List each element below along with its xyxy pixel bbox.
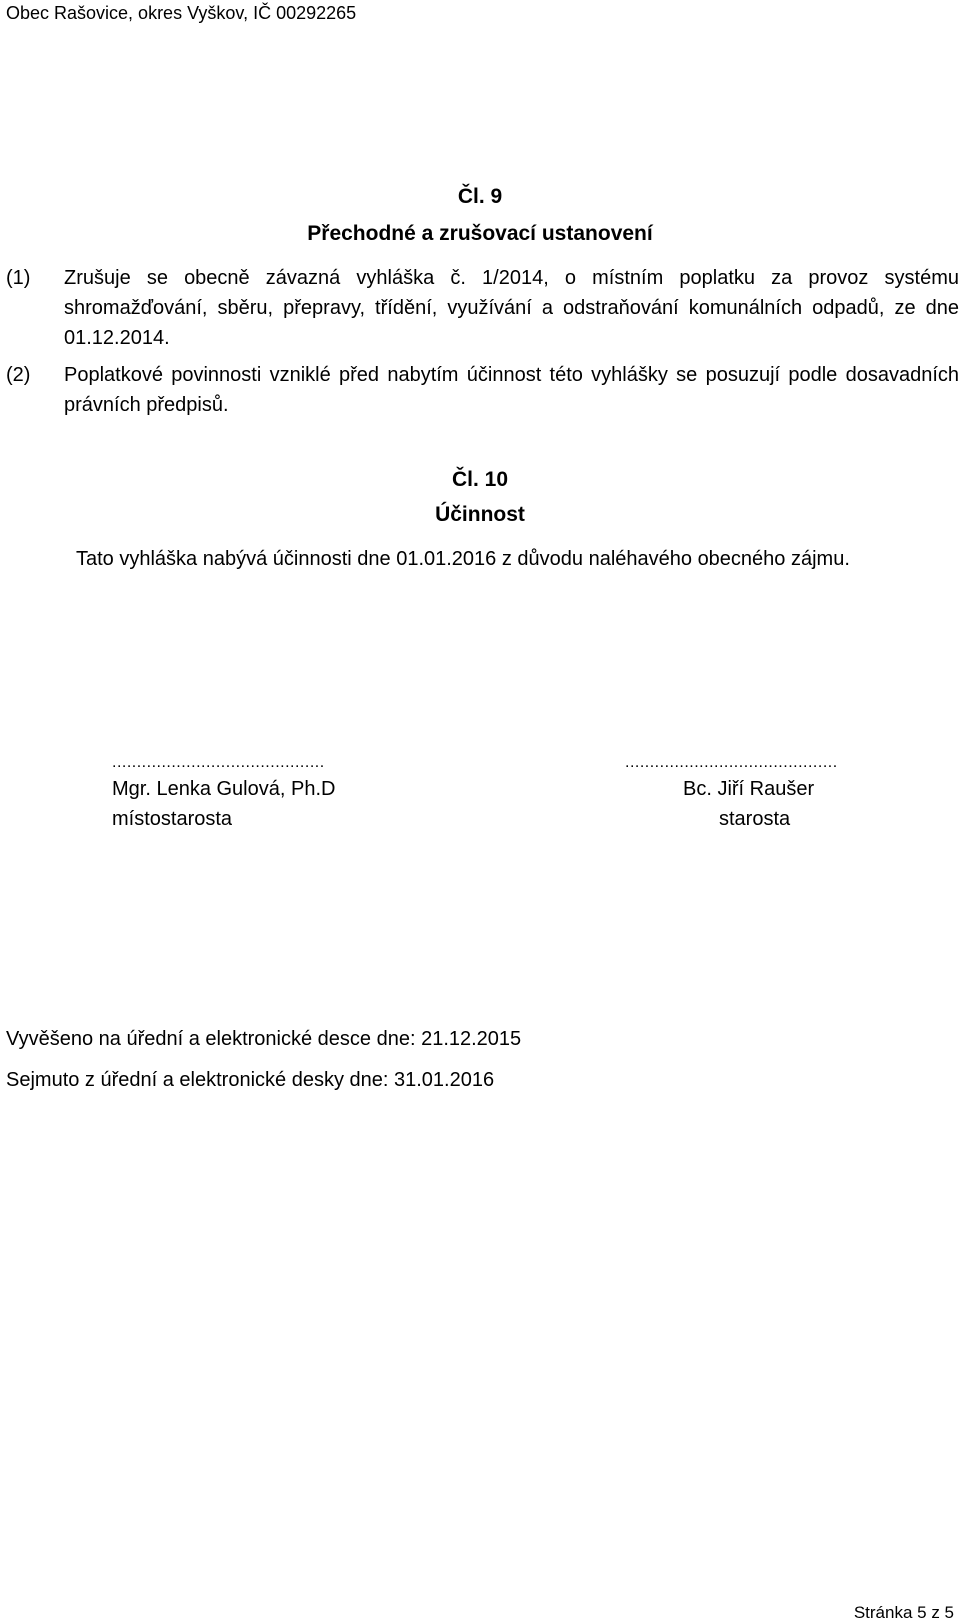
paragraph-number: (2) — [6, 364, 31, 386]
document-header: Obec Rašovice, okres Vyškov, IČ 00292265 — [6, 3, 357, 23]
article-10-number: Čl. 10 — [451, 468, 509, 491]
article-10-title: Účinnost — [435, 503, 525, 526]
signatory-name: Bc. Jiří Raušer — [683, 778, 815, 800]
article-9-number: Čl. 9 — [457, 185, 503, 208]
article-10-text: Tato vyhláška nabývá účinnosti dne 01.01.2016 z důvodu naléhavého obecného zájmu. — [76, 548, 850, 570]
removed-date-line: Sejmuto z úřední a elektronické desky dne: 31.01.2016 — [6, 1069, 495, 1091]
signature-line: ........................................... — [112, 754, 325, 771]
article-9-paragraph-1 — [6, 263, 959, 353]
signature-mayor — [625, 752, 838, 834]
article-9-paragraph-2 — [6, 360, 959, 420]
signature-line: ........................................... — [625, 754, 838, 771]
signature-deputy-mayor — [112, 752, 335, 834]
paragraph-number: (1) — [6, 267, 31, 289]
paragraph-text: Poplatkové povinnosti vzniklé před nabytím účinnost této vyhlášky se posuzují podle dosavadních právních předpisů. — [64, 364, 959, 416]
page-number: Stránka 5 z 5 — [853, 1603, 954, 1622]
posted-date-line: Vyvěšeno na úřední a elektronické desce dne: 21.12.2015 — [6, 1028, 522, 1050]
paragraph-text: Zrušuje se obecně závazná vyhláška č. 1/2014, o místním poplatku za provoz systému shromažďování, sběru, přepravy, třídění, využívání a odstraňování komunálních odpadů, ze dne 01.12.2014. — [64, 267, 959, 349]
signatory-name: Mgr. Lenka Gulová, Ph.D — [112, 778, 336, 800]
article-9-title: Přechodné a zrušovací ustanovení — [307, 222, 653, 245]
signatory-role: starosta — [719, 808, 791, 830]
signatory-role: místostarosta — [112, 808, 233, 830]
